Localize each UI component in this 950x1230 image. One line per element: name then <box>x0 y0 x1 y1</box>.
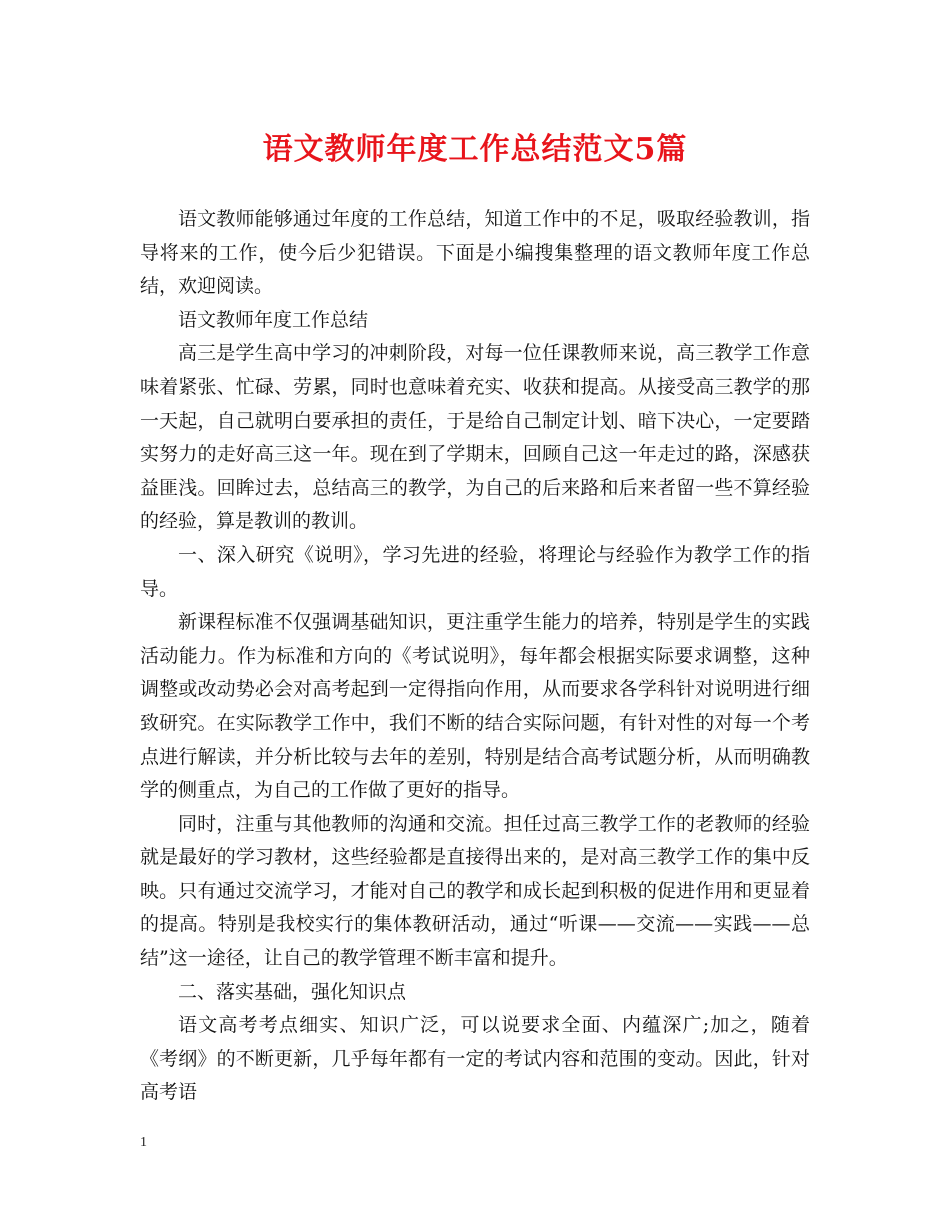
paragraph-intro: 语文教师能够通过年度的工作总结，知道工作中的不足，吸取经验教训，指导将来的工作，使今后少犯错误。下面是小编搜集整理的语文教师年度工作总结，欢迎阅读。 <box>140 208 810 298</box>
document-title: 语文教师年度工作总结范文5篇 <box>262 132 688 167</box>
paragraph: 新课程标准不仅强调基础知识，更注重学生能力的培养，特别是学生的实践活动能力。作为标准和方向的《考试说明》，每年都会根据实际要求调整，这种调整或改动势必会对高考起到一定得指向作用，从而要求各学科针对说明进行细致研究。在实际教学工作中，我们不断的结合实际问题，有针对性的对每一个考点进行解读，并分析比较与去年的差别，特别是结合高考试题分析，从而明确教学的侧重点，为自己的工作做了更好的指导。 <box>140 611 810 802</box>
document-body <box>140 203 810 1110</box>
section-heading: 二、落实基础，强化知识点 <box>178 980 407 1003</box>
page-number: 1 <box>140 1135 147 1150</box>
section-heading: 语文教师年度工作总结 <box>178 308 369 331</box>
paragraph: 语文高考考点细实、知识广泛，可以说要求全面、内蕴深广;加之，随着《考纲》的不断更新，几乎每年都有一定的考试内容和范围的变动。因此，针对高考语 <box>140 1014 810 1104</box>
paragraph: 高三是学生高中学习的冲刺阶段，对每一位任课教师来说，高三教学工作意味着紧张、忙碌、劳累，同时也意味着充实、收获和提高。从接受高三教学的那一天起，自己就明白要承担的责任，于是给自己制定计划、暗下决心，一定要踏实努力的走好高三这一年。现在到了学期末，回顾自己这一年走过的路，深感获益匪浅。回眸过去，总结高三的教学，为自己的后来路和后来者留一些不算经验的经验，算是教训的教训。 <box>140 342 810 533</box>
paragraph: 同时，注重与其他教师的沟通和交流。担任过高三教学工作的老教师的经验就是最好的学习教材，这些经验都是直接得出来的，是对高三教学工作的集中反映。只有通过交流学习，才能对自己的教学和成长起到积极的促进作用和更显着的提高。特别是我校实行的集体教研活动，通过“听课——交流——实践——总结”这一途径，让自己的教学管理不断丰富和提升。 <box>140 812 810 970</box>
section-heading: 一、深入研究《说明》，学习先进的经验，将理论与经验作为教学工作的指导。 <box>140 543 810 600</box>
